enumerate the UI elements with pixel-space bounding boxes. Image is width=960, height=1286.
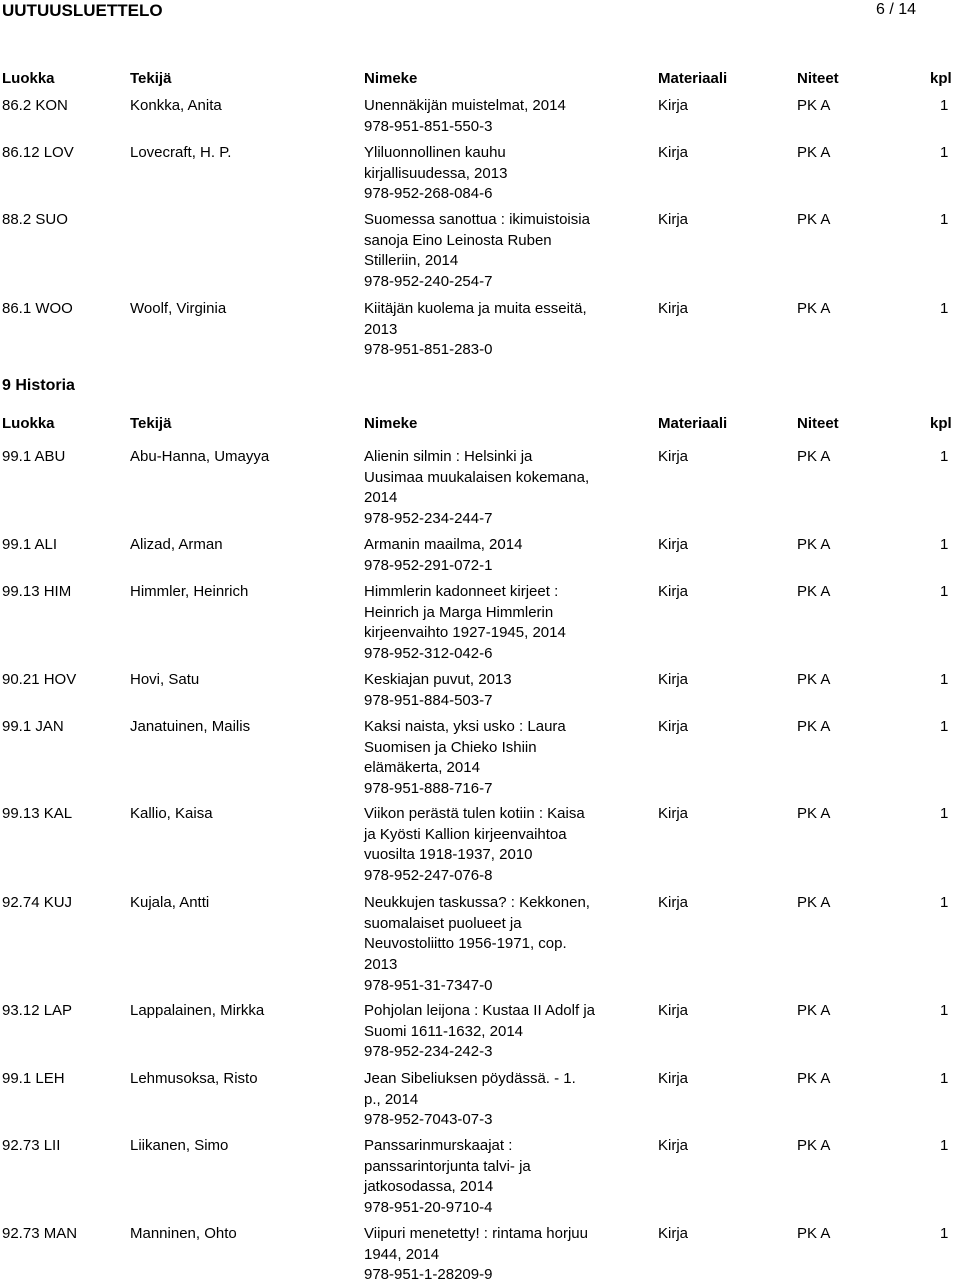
item-luokka: 86.12 LOV [2,144,74,161]
item-tekija: Lappalainen, Mirkka [130,1002,265,1019]
item-niteet: PK A [797,211,831,228]
item-kpl: 1 [940,211,949,228]
page-number: 6 / 14 [875,1,916,18]
item-materiaali: Kirja [658,144,689,161]
item-tekija: Abu-Hanna, Umayya [130,448,270,465]
item-nimeke: Unennäkijän muistelmat, 2014 978-951-851-550-3 [364,97,566,135]
item-nimeke: Viikon perästä tulen kotiin : Kaisa ja Kyösti Kallion kirjeenvaihtoa vuosilta 1918-1937, 2010 978-952-247-076-8 [364,805,585,885]
item-nimeke: Jean Sibeliuksen pöydässä. - 1. p., 2014 978-952-7043-07-3 [364,1070,576,1129]
item-niteet: PK A [797,718,831,735]
col-luokka: Luokka [2,415,55,432]
item-niteet: PK A [797,97,831,114]
item-kpl: 1 [940,1137,949,1154]
col-materiaali: Materiaali [658,70,728,87]
item-tekija: Woolf, Virginia [130,300,227,317]
item-luokka: 99.1 ABU [2,448,66,465]
item-luokka: 99.1 ALI [2,536,58,553]
item-materiaali: Kirja [658,211,689,228]
item-luokka: 92.73 MAN [2,1225,78,1242]
item-materiaali: Kirja [658,1070,689,1087]
item-tekija: Kallio, Kaisa [130,805,213,822]
item-materiaali: Kirja [658,1137,689,1154]
item-tekija: Liikanen, Simo [130,1137,229,1154]
item-kpl: 1 [940,300,949,317]
item-tekija: Himmler, Heinrich [130,583,249,600]
col-materiaali: Materiaali [658,415,728,432]
item-nimeke: Neukkujen taskussa? : Kekkonen, suomalaiset puolueet ja Neuvostoliitto 1956-1971, cop. 2013 978-951-31-7347-0 [364,894,590,994]
section-title: 9 Historia [2,377,75,394]
col-kpl: kpl [930,415,952,432]
page-title: UUTUUSLUETTELO [2,1,163,20]
item-nimeke: Keskiajan puvut, 2013 978-951-884-503-7 [364,671,512,709]
item-tekija: Hovi, Satu [130,671,200,688]
col-niteet: Niteet [797,70,839,87]
item-niteet: PK A [797,536,831,553]
item-nimeke: Kiitäjän kuolema ja muita esseitä, 2013 978-951-851-283-0 [364,300,587,359]
item-niteet: PK A [797,1070,831,1087]
item-luokka: 86.1 WOO [2,300,73,317]
item-kpl: 1 [940,805,949,822]
item-niteet: PK A [797,144,831,161]
item-materiaali: Kirja [658,300,689,317]
item-kpl: 1 [940,671,949,688]
item-materiaali: Kirja [658,718,689,735]
item-niteet: PK A [797,805,831,822]
item-materiaali: Kirja [658,536,689,553]
item-materiaali: Kirja [658,1225,689,1242]
col-tekija: Tekijä [130,70,172,87]
item-luokka: 99.1 LEH [2,1070,65,1087]
item-luokka: 92.73 LII [2,1137,61,1154]
item-tekija: Manninen, Ohto [130,1225,237,1242]
item-niteet: PK A [797,1225,831,1242]
item-tekija: Alizad, Arman [130,536,223,553]
col-nimeke: Nimeke [364,70,418,87]
item-materiaali: Kirja [658,97,689,114]
item-materiaali: Kirja [658,1002,689,1019]
item-luokka: 86.2 KON [2,97,68,114]
item-niteet: PK A [797,1002,831,1019]
item-tekija: Janatuinen, Mailis [130,718,251,735]
item-nimeke: Alienin silmin : Helsinki ja Uusimaa muukalaisen kokemana, 2014 978-952-234-244-7 [364,448,590,528]
item-kpl: 1 [940,894,949,911]
item-niteet: PK A [797,1137,831,1154]
item-niteet: PK A [797,448,831,465]
item-kpl: 1 [940,1225,949,1242]
item-tekija: Konkka, Anita [130,97,222,114]
item-nimeke: Suomessa sanottua : ikimuistoisia sanoja Eino Leinosta Ruben Stilleriin, 2014 978-952-240-254-7 [364,211,590,291]
item-materiaali: Kirja [658,583,689,600]
item-nimeke: Yliluonnollinen kauhu kirjallisuudessa, 2013 978-952-268-084-6 [364,144,508,203]
col-kpl: kpl [930,70,952,87]
item-luokka: 88.2 SUO [2,211,68,228]
item-niteet: PK A [797,894,831,911]
item-luokka: 99.13 KAL [2,805,73,822]
item-luokka: 90.21 HOV [2,671,77,688]
item-kpl: 1 [940,718,949,735]
item-materiaali: Kirja [658,805,689,822]
item-tekija: Lovecraft, H. P. [130,144,232,161]
item-niteet: PK A [797,300,831,317]
col-nimeke: Nimeke [364,415,418,432]
item-kpl: 1 [940,97,949,114]
item-kpl: 1 [940,583,949,600]
item-niteet: PK A [797,583,831,600]
item-kpl: 1 [940,144,949,161]
item-kpl: 1 [940,448,949,465]
item-nimeke: Armanin maailma, 2014 978-952-291-072-1 [364,536,523,574]
item-luokka: 93.12 LAP [2,1002,73,1019]
item-luokka: 99.1 JAN [2,718,64,735]
item-kpl: 1 [940,1070,949,1087]
item-materiaali: Kirja [658,894,689,911]
col-niteet: Niteet [797,415,839,432]
item-kpl: 1 [940,1002,949,1019]
item-nimeke: Viipuri menetetty! : rintama horjuu 1944, 2014 978-951-1-28209-9 [364,1225,588,1284]
col-luokka: Luokka [2,70,55,87]
item-luokka: 99.13 HIM [2,583,72,600]
col-tekija: Tekijä [130,415,172,432]
item-materiaali: Kirja [658,671,689,688]
item-materiaali: Kirja [658,448,689,465]
item-luokka: 92.74 KUJ [2,894,73,911]
item-niteet: PK A [797,671,831,688]
item-kpl: 1 [940,536,949,553]
item-tekija: Kujala, Antti [130,894,210,911]
item-tekija: Lehmusoksa, Risto [130,1070,258,1087]
item-nimeke: Pohjolan leijona : Kustaa II Adolf ja Suomi 1611-1632, 2014 978-952-234-242-3 [364,1002,595,1061]
item-nimeke: Himmlerin kadonneet kirjeet : Heinrich ja Marga Himmlerin kirjeenvaihto 1927-1945, 2014 978-952-312-042-6 [364,583,566,663]
item-nimeke: Panssarinmurskaajat : panssarintorjunta talvi- ja jatkosodassa, 2014 978-951-20-9710-4 [364,1137,531,1217]
item-nimeke: Kaksi naista, yksi usko : Laura Suomisen ja Chieko Ishiin elämäkerta, 2014 978-951-888-716-7 [364,718,566,798]
